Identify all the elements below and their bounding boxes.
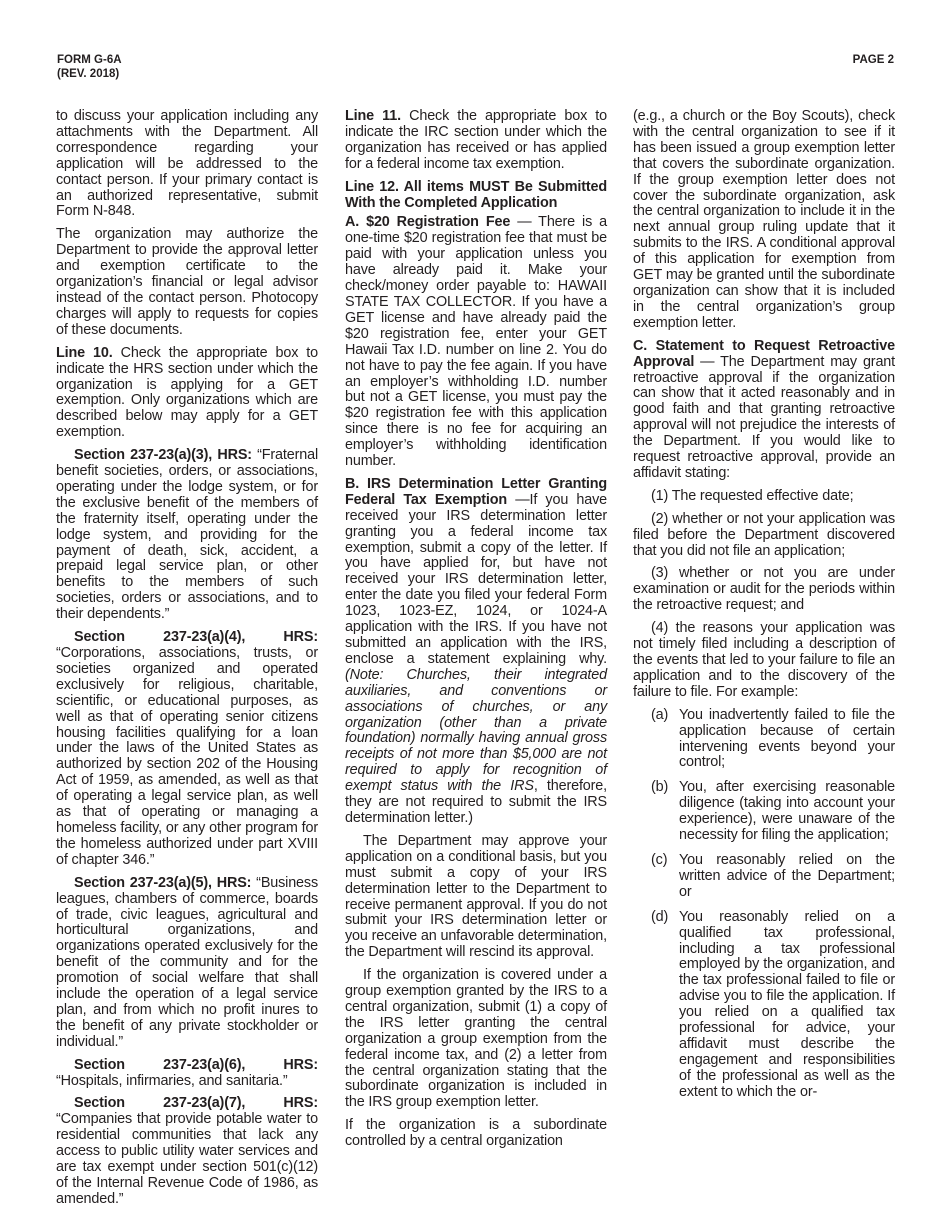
example-text: You reasonably relied on a qualified tax professional, including a tax professional employed by the organization, and the tax professional failed to file or advise you to file the application. If you relied on a qualified tax professional for advice, your affidavit must describe the engagement and responsibilities of the professional as well as the extent to which the or-: [679, 908, 895, 1100]
example-text: You inadvertently failed to file the application because of certain intervening events beyond your control;: [679, 706, 895, 771]
affidavit-item-4: (4) the reasons your application was not timely filed including a description of the events that led to your failure to file an application and to the discovery of the failure to file. For example:: [633, 620, 895, 700]
registration-fee-paragraph: [345, 215, 607, 470]
form-header: [57, 53, 122, 81]
group-exemption-paragraph: If the organization is covered under a group exemption granted by the IRS to a central organization, submit (1) a copy of the IRS letter granting the central organization a group exemption from the federal income tax, and (2) a letter from the central organization stating that the subordinate organization is included in the IRS group exemption letter.: [345, 967, 607, 1111]
central-organization-paragraph: (e.g., a church or the Boy Scouts), check with the central organization to see if it has been issued a group exemption letter that covers the subordinate organization. If the group exemption letter does not cover the subordinate organization, ask the central organization to include it in the next annual group ruling update that it submits to the IRS. A conditional approval of this application for exemption from GET may be granted until the subordinate organization can show that it is included in the central organization’s group exemption letter.: [633, 108, 895, 331]
section-a4-text: “Corporations, associations, trusts, or societies organized and operated exclusively for religious, charitable, scientific, or educational purposes, as well as that of operating senior citizens housing facilities qualifying for a loan under the laws of the United States as authorized by section 202 of the Housing Act of 1959, as amended, as well as that of operating a legal service plan, as well as that of operating or managing a homeless facility, or any other program for the homeless authorized under part XVIII of chapter 346.”: [56, 645, 318, 868]
affidavit-item-3: (3) whether or not you are under examination or audit for the periods within the retroactive request; and: [633, 565, 895, 614]
section-a4-label: Section 237-23(a)(4), HRS:: [74, 629, 318, 646]
subordinate-paragraph: If the organization is a subordinate controlled by a central organization: [345, 1117, 607, 1150]
section-a5-label: Section 237-23(a)(5), HRS:: [74, 874, 252, 891]
registration-fee-text: — There is a one-time $20 registration fee that must be paid with your application unless you have already paid it. Make your check/money order payable to: HAWAII STATE TAX COLLECTOR. If you have a GET license and have already paid the $20 registration fee, enter your GET Hawaii Tax I.D. number on line 2. You do not have to pay the fee again. If you have an employer’s withholding I.D. number but not a GET license, you must pay the $20 registration fee with this application since there is no fee for acquiring an employer’s withholding identification number.: [345, 214, 607, 470]
section-a7-label: Section 237-23(a)(7), HRS:: [74, 1095, 318, 1112]
authorization-paragraph: The organization may authorize the Department to provide the approval letter and exemption certificate to the organization’s financial or legal advisor instead of the contact person. Photocopy charges will apply to requests for copies of these documents.: [56, 226, 318, 338]
irs-letter-note: (Note: Churches, their integrated auxiliaries, and conventions or associations of churches, or any organization (other than a private foundation) normally having annual gross receipts of not more than $5,000 are not required to apply for recognition of exempt status with the IRS: [345, 666, 607, 795]
section-a5-paragraph: [56, 876, 318, 1051]
line-11-paragraph: [345, 109, 607, 173]
line-11-label: Line 11.: [345, 108, 401, 124]
column-1: [56, 109, 318, 1215]
example-text: You reasonably relied on the written advice of the Department; or: [679, 851, 895, 900]
line-10-label: Line 10.: [56, 344, 113, 361]
irs-letter-end: , therefore, they are not required to submit the IRS determination letter.): [345, 778, 608, 826]
example-item: [651, 708, 895, 772]
form-number: FORM G-6A: [57, 54, 122, 66]
section-a3-paragraph: [56, 448, 318, 623]
example-item: [651, 780, 895, 844]
page-number: PAGE 2: [852, 54, 894, 66]
irs-letter-label: B. IRS Determination Letter Granting Federal Tax Exemption: [345, 475, 607, 508]
example-label: (c): [651, 851, 668, 868]
retroactive-text: — The Department may grant retroactive approval if the organization can show that it acted reasonably and in good faith and that granting retroactive approval will not prejudice the interests of the Department. If you would like to request retroactive approval, provide an affidavit stating:: [633, 353, 895, 481]
section-a7-paragraph: [56, 1096, 318, 1207]
example-text: You, after exercising reasonable diligence (taking into account your experience), were unaware of the necessity for filing the application;: [679, 779, 895, 844]
section-a4-paragraph: [56, 630, 318, 869]
example-item: [651, 910, 895, 1101]
line-10-text: Check the appropriate box to indicate the HRS section under which the organization is applying for a GET exemption. Only organizations which are described below may apply for a GET exemption.: [56, 344, 319, 441]
irs-letter-paragraph: [345, 477, 607, 827]
retroactive-label: C. Statement to Request Retroactive Approval: [633, 337, 895, 370]
section-a5-text: “Business leagues, chambers of commerce, boards of trade, civic leagues, agricultural and horticultural organizations, and organizations operated exclusively for the benefit of the community and for the promotion of social welfare that shall include the operation of a legal service plan, and from which no profit inures to the benefit of any private stockholder or individual.”: [56, 874, 319, 1050]
example-label: (d): [651, 908, 669, 925]
column-2: [345, 109, 607, 1157]
section-a6-text: “Hospitals, infirmaries, and sanitaria.”: [56, 1072, 288, 1089]
section-a3-text: “Fraternal benefit societies, orders, or associations, operating under the lodge system, or for the exclusive benefit of the members of the fraternity itself, operating under the lodge system, and providing for the payment of death, sick, accident, a prepaid legal service plan, or other benefits to the members of such societies, orders or associations, and to their dependents.”: [56, 447, 318, 623]
line-12-heading: Line 12. All items MUST Be Submitted With the Completed Application: [345, 178, 607, 211]
conditional-approval-paragraph: The Department may approve your application on a conditional basis, but you must submit a copy of your IRS determination letter to the Department to receive permanent approval. If you do not submit your IRS determination letter or you receive an unfavorable determination, the Department will rescind its approval.: [345, 832, 607, 961]
example-label: (a): [651, 706, 669, 723]
line-10-paragraph: [56, 346, 318, 441]
example-label: (b): [651, 779, 669, 796]
contact-paragraph: to discuss your application including any attachments with the Department. All correspondence regarding your application will be addressed to the contact person. If your primary contact is an authorized representative, submit Form N-848.: [56, 108, 318, 220]
retroactive-paragraph: [633, 339, 895, 482]
line-11-text: Check the appropriate box to indicate the IRC section under which the organization has received or has applied for a federal income tax exemption.: [345, 108, 607, 172]
section-a3-label: Section 237-23(a)(3), HRS:: [74, 447, 252, 464]
example-item: [651, 853, 895, 901]
section-a6-paragraph: [56, 1058, 318, 1090]
affidavit-item-1: (1) The requested effective date;: [651, 487, 854, 504]
section-a6-label: Section 237-23(a)(6), HRS:: [74, 1056, 318, 1073]
irs-letter-text: —If you have received your IRS determination letter granting you a federal income tax exemption, submit a copy of the letter. If you have applied for, but have not received your IRS determination letter, enter the date you filed your federal Form 1023, 1023-EZ, 1024, or 1024-A application with the IRS. If you have not submitted an application with the IRS, enclose a statement explaining why.: [345, 491, 607, 667]
section-a7-text: “Companies that provide potable water to residential communities that lack any access to public utility water services and are tax exempt under section 501(c)(12) of the Internal Revenue Code of 1986, as amended.”: [56, 1111, 318, 1207]
column-3: [633, 109, 895, 1110]
registration-fee-label: A. $20 Registration Fee: [345, 214, 511, 231]
form-revision: (REV. 2018): [57, 68, 120, 80]
affidavit-item-2: (2) whether or not your application was filed before the Department discovered that you did not file an application;: [633, 510, 895, 559]
